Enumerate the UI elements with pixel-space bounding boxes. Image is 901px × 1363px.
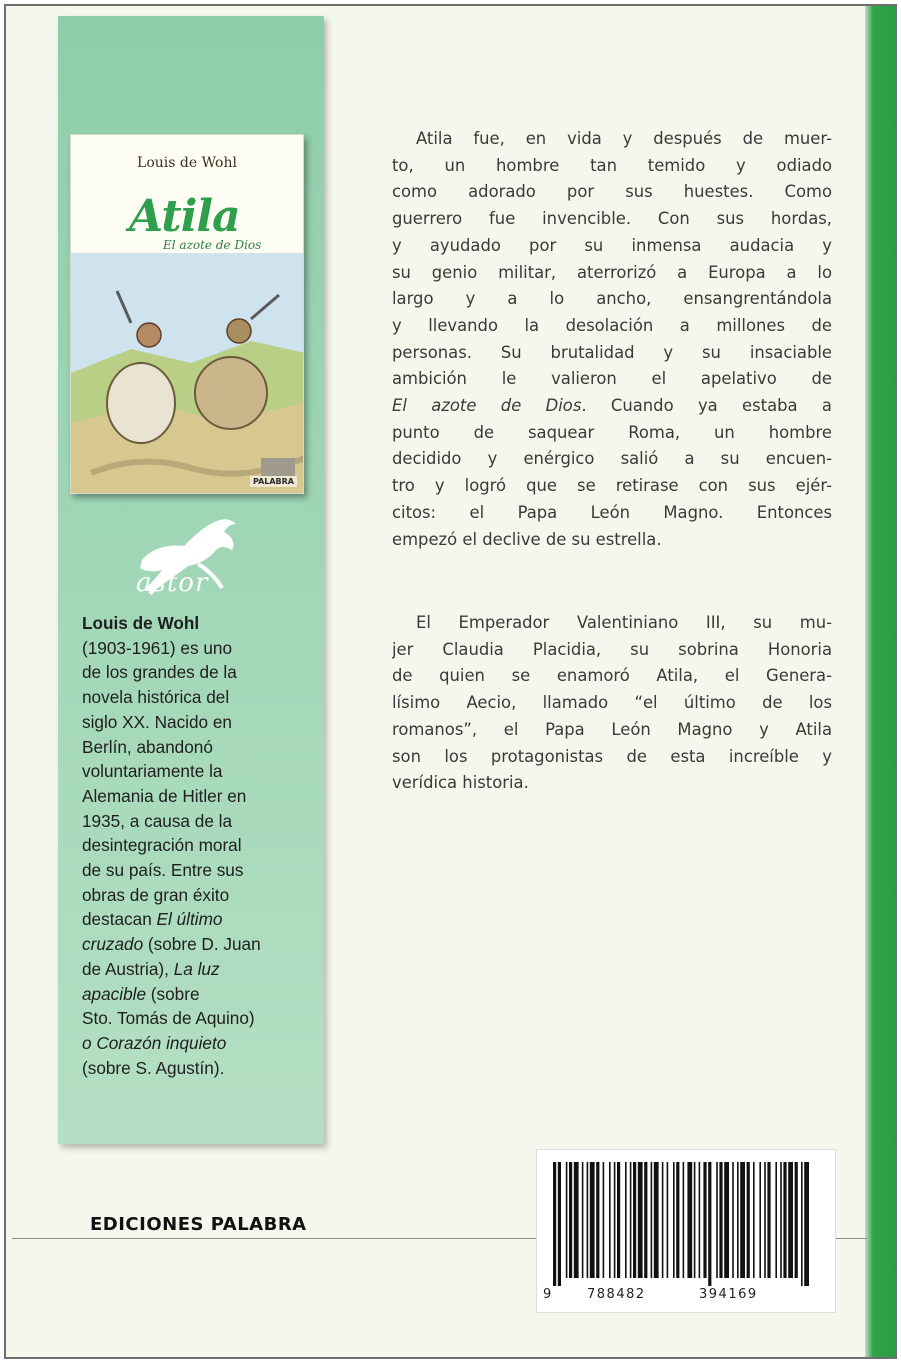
barcode-bar: [630, 1162, 632, 1278]
barcode-bar: [699, 1162, 701, 1278]
bio-line: 1935, a causa de la: [82, 810, 233, 831]
synopsis-line: romanos”, el Papa León Magno y Atila: [392, 719, 832, 739]
synopsis-line: Atila fue, en vida y después de muer-: [416, 129, 832, 148]
cover-illustration: [71, 253, 304, 494]
barcode-bar: [638, 1162, 643, 1278]
barcode-bar: [558, 1162, 561, 1286]
author-name: Louis de Wohl: [82, 613, 200, 633]
barcode-bar: [804, 1162, 809, 1286]
bio-text: de Austria),: [82, 958, 174, 979]
synopsis-line: personas. Su brutalidad y su insaciable: [392, 342, 832, 362]
barcode-bar: [724, 1162, 729, 1278]
barcode-bar: [617, 1162, 620, 1278]
barcode-bar: [673, 1162, 675, 1278]
barcode-bar: [603, 1162, 605, 1278]
synopsis-line: decidido y enérgico salió a su encuen-: [392, 449, 832, 469]
barcode-bar: [783, 1162, 786, 1278]
synopsis-line: El Emperador Valentiniano III, su mu-: [416, 613, 832, 632]
bio-line: siglo XX. Nacido en: [82, 711, 232, 732]
barcode-bar: [651, 1162, 653, 1278]
bio-text: destacan: [82, 909, 157, 930]
synopsis-line: lísimo Aecio, llamado “el último de los: [392, 693, 832, 713]
barcode-bar: [703, 1162, 706, 1278]
barcode-bar: [667, 1162, 669, 1278]
bio-line: voluntariamente la: [82, 761, 223, 782]
bio-line: Alemania de Hitler en: [82, 785, 247, 806]
synopsis-line: verídica historia.: [392, 773, 529, 793]
bio-line: (sobre S. Agustín).: [82, 1057, 225, 1078]
barcode-bar: [683, 1162, 685, 1278]
barcode-bar: [625, 1162, 627, 1278]
book-back-cover: [4, 4, 897, 1359]
barcode-bar: [716, 1162, 718, 1278]
cover-publisher: PALABRA: [250, 476, 297, 487]
barcode-bar: [740, 1162, 745, 1278]
barcode-bar: [767, 1162, 770, 1278]
barcode-bar: [596, 1162, 599, 1278]
bio-line: (1903-1961) es uno: [82, 637, 233, 658]
barcode-bar: [587, 1162, 589, 1278]
spine-edge-strip: [865, 6, 895, 1357]
barcode-bar: [753, 1162, 755, 1278]
synopsis-line: su genio militar, aterrorizó a Europa a lo: [392, 262, 832, 282]
synopsis-line: jer Claudia Placidia, su sobrina Honoria: [392, 639, 832, 659]
bio-line: [82, 907, 314, 932]
synopsis-line: punto de saquear Roma, un hombre: [392, 422, 832, 442]
cover-thumbnail: [70, 134, 304, 494]
synopsis-paragraph-2: [392, 610, 832, 797]
synopsis-paragraph-1: [392, 126, 832, 553]
barcode-bar: [644, 1162, 647, 1278]
barcode-bar: [775, 1162, 777, 1278]
barcode-bar: [737, 1162, 739, 1278]
barcode-bar: [582, 1162, 584, 1278]
synopsis-line: to, un hombre tan temido y odiado: [392, 155, 832, 175]
bio-line: de su país. Entre sus: [82, 860, 244, 881]
synopsis-line: largo y a lo ancho, ensangrentándola: [392, 289, 832, 309]
epithet-italic: El azote de Dios: [392, 396, 582, 416]
barcode-bar: [590, 1162, 595, 1278]
book-title-italic: o Corazón inquieto: [82, 1032, 227, 1053]
book-title-italic: apacible: [82, 983, 147, 1004]
synopsis-line: de quien se enamoró Atila, el Genera-: [392, 666, 832, 686]
barcode-left-digits: 788482: [587, 1287, 646, 1302]
bio-line: Berlín, abandonó: [82, 736, 213, 757]
barcode-bar: [732, 1162, 734, 1278]
barcode-bar: [764, 1162, 766, 1278]
barcode-bar: [687, 1162, 692, 1278]
barcode-bar: [801, 1162, 803, 1286]
author-bio: [82, 611, 314, 1080]
synopsis-line: ambición le valieron el apelativo de: [392, 369, 832, 389]
synopsis-text: . Cuando ya estaba a: [581, 396, 832, 416]
synopsis-line: son los protagonistas de esta increíble y: [392, 746, 832, 766]
barcode-bar: [788, 1162, 793, 1278]
synopsis-line: empezó el declive de su estrella.: [392, 529, 662, 549]
barcode-bar: [662, 1162, 664, 1278]
book-title-italic: La luz: [173, 958, 220, 979]
barcode-bar: [654, 1162, 659, 1278]
barcode-bar: [633, 1162, 636, 1278]
cover-title: Atila: [129, 191, 240, 242]
bio-line: Sto. Tomás de Aquino): [82, 1008, 255, 1029]
bio-text: (sobre: [146, 983, 200, 1004]
barcode-bar: [759, 1162, 761, 1278]
bio-line: [82, 1031, 314, 1056]
synopsis-line: y ayudado por su inmensa audacia y: [392, 235, 832, 255]
cover-author: Louis de Wohl: [137, 155, 237, 171]
bio-line: desintegración moral: [82, 835, 242, 856]
barcode-bar: [795, 1162, 798, 1278]
collection-logo-text: astor: [136, 568, 209, 598]
cover-subtitle: El azote de Dios: [163, 238, 262, 252]
synopsis-line: [392, 393, 832, 420]
publisher-name: EDICIONES PALABRA: [90, 1214, 307, 1235]
barcode-bar: [614, 1162, 616, 1278]
barcode-bar: [574, 1162, 579, 1278]
barcode-bar: [747, 1162, 750, 1278]
barcode-bar: [694, 1162, 696, 1278]
barcode-bar: [780, 1162, 782, 1278]
author-sidebar: [58, 16, 324, 1144]
barcode-bar: [609, 1162, 611, 1278]
bio-line: novela histórica del: [82, 687, 230, 708]
bio-line: de los grandes de la: [82, 662, 237, 683]
bio-line: [82, 957, 314, 982]
bio-text: (sobre D. Juan: [143, 934, 261, 955]
isbn-barcode: [536, 1149, 836, 1313]
barcode-bar: [708, 1162, 711, 1286]
barcode-bar: [553, 1162, 556, 1286]
barcode-bar: [566, 1162, 568, 1278]
barcode-bars: [547, 1162, 817, 1286]
bio-line: obras de gran éxito: [82, 884, 230, 905]
bio-line: [82, 982, 314, 1007]
synopsis-line: guerrero fue invencible. Con sus hordas,: [392, 209, 832, 229]
bio-line: [82, 932, 314, 957]
barcode-first-digit: 9: [543, 1287, 552, 1302]
barcode-bar: [676, 1162, 679, 1278]
barcode-right-digits: 394169: [699, 1287, 758, 1302]
synopsis-line: tro y logró que se retirase con sus ejér-: [392, 476, 832, 496]
book-title-italic: cruzado: [82, 934, 144, 955]
barcode-bar: [719, 1162, 722, 1278]
synopsis-line: citos: el Papa León Magno. Entonces: [392, 502, 832, 522]
book-title-italic: El último: [156, 909, 223, 930]
synopsis-line: como adorado por sus huestes. Como: [392, 182, 832, 202]
synopsis-line: y llevando la desolación a millones de: [392, 315, 832, 335]
barcode-bar: [569, 1162, 572, 1278]
